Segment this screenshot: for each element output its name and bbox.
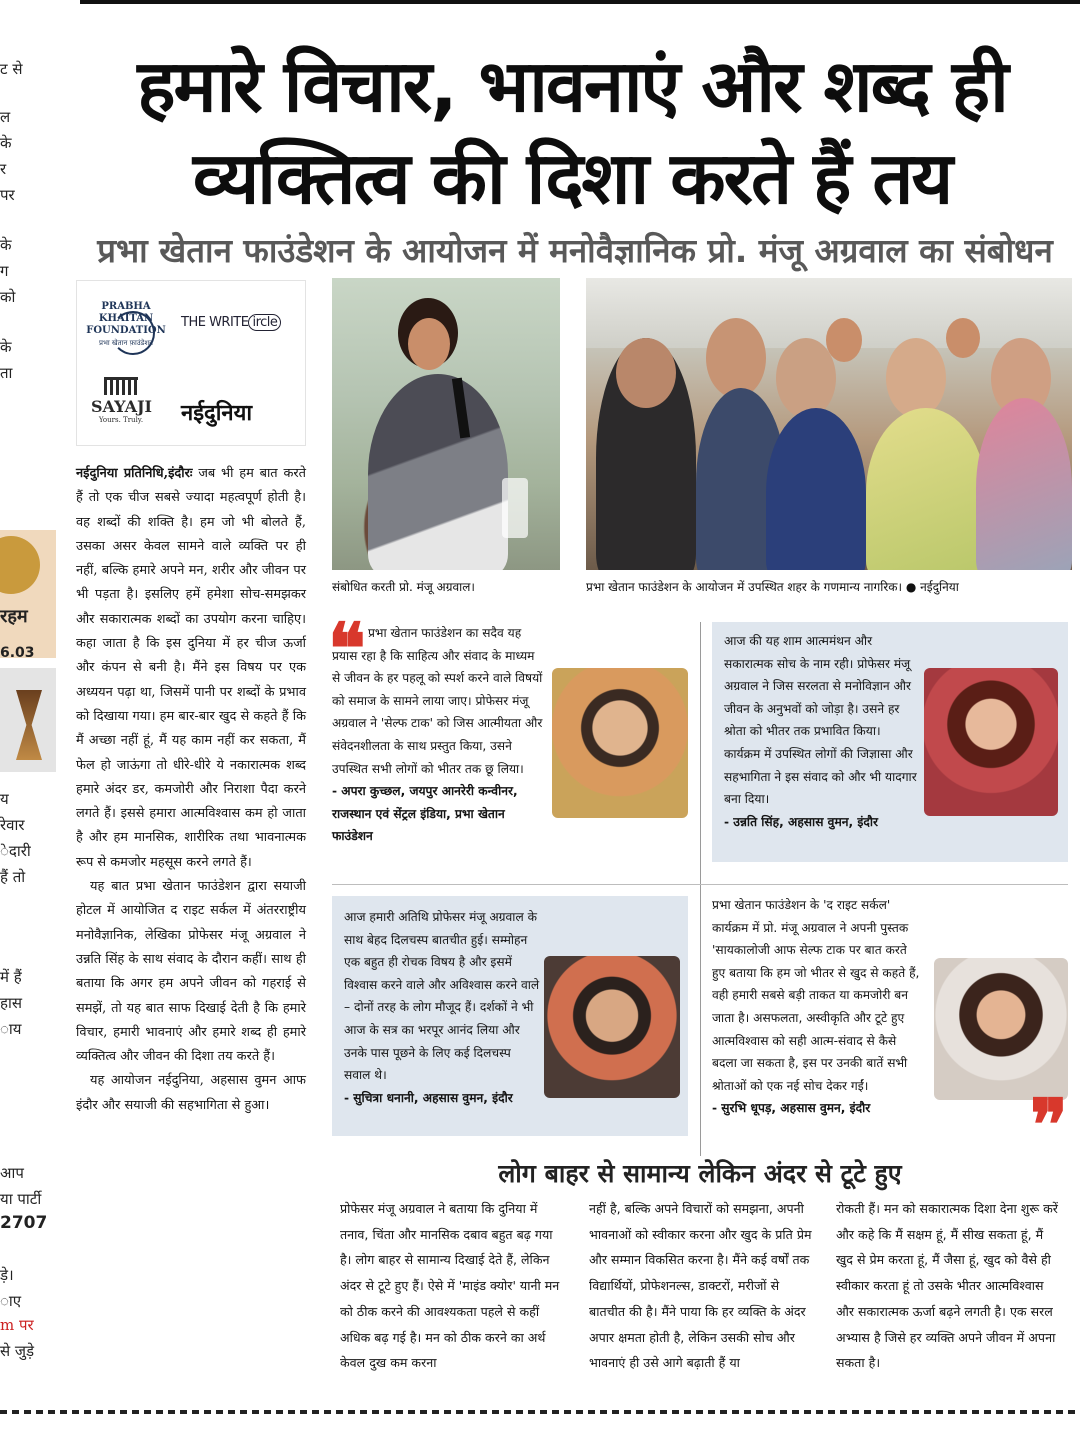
fragment: ाए xyxy=(0,1292,22,1310)
audience-photo xyxy=(586,278,1072,570)
quote-close-icon: ❞ xyxy=(1030,1083,1068,1166)
fragment: के xyxy=(0,134,12,152)
subsection-title: लोग बाहर से सामान्य लेकिन अंदर से टूटे हुए xyxy=(498,1159,902,1188)
sponsor-logos xyxy=(76,280,306,446)
audience-photo-caption: प्रभा खेतान फाउंडेशन के आयोजन में उपस्थित शहर के गणमान्य नागरिक। ● नईदुनिया xyxy=(586,580,959,594)
fragment: पर xyxy=(0,186,15,204)
quote-attribution: - अपरा कुच्छल, जयपुर आनरेरी कन्वीनर, राजस्थान एवं सेंट्रल इंडिया, प्रभा खेतान फाउंडेशन xyxy=(332,784,518,844)
fragment: से जुड़े xyxy=(0,1342,35,1360)
fragment: या पार्टी xyxy=(0,1190,42,1208)
quote-attribution: - सुरभि धूपड़, अहसास वुमन, इंदौर xyxy=(712,1101,871,1116)
fragment: m पर xyxy=(0,1316,34,1334)
quote-open-icon: ❝ xyxy=(328,607,366,690)
quote-surabhi: प्रभा खेतान फाउंडेशन के 'द राइट सर्कल' कार्यक्रम में प्रो. मंजू अग्रवाल ने अपनी पुस्तक 'सायकालोजी आफ सेल्फ टाक पर बात करते हुए बताया कि हम जो भीतर से खुद से कहते हैं, वही हमारी सबसे बड़ी ताकत या कमजोरी बन जाता है। असफलता, अस्वीकृति और टूटे हुए आत्मविश्वास को सही आत्म-संवाद से कैसे बदला जा सकता है, इस पर उनकी बातें सभी श्रोताओं को एक नई सोच देकर गईं। - सुरभि धूपड़, अहसास वुमन, इंदौर xyxy=(712,894,1068,1120)
fragment: ट से xyxy=(0,60,23,78)
fragment: य xyxy=(0,790,9,808)
subsection-column-3: रोकती हैं। मन को सकारात्मक दिशा देना शुरू करें और कहे कि मैं सक्षम हूं, मैं सीख सकता हूं, मैं खुद से प्रेम करता हूं, मैं जैसा हूं, खुद को वैसे ही स्वीकार करता हूं तो उसके भीतर आत्मविश्वास और सकारात्मक ऊर्जा बढ़ने लगती है। एक सरल अभ्यास है जिसे हर व्यक्ति अपने जीवन में अपना सकता है। xyxy=(836,1201,1058,1371)
quote-attribution: - सुचित्रा धनानी, अहसास वुमन, इंदौर xyxy=(344,1090,513,1105)
bottom-dashed-rule xyxy=(0,1410,1080,1414)
fragment: हैं तो xyxy=(0,868,26,886)
subsection-column-1: प्रोफेसर मंजू अग्रवाल ने बताया कि दुनिया में तनाव, चिंता और मानसिक दबाव बहुत बढ़ गया है। लोग बाहर से सामान्य दिखाई देते हैं, लेकिन अंदर से टूटे हुए हैं। ऐसे में 'माइंड क्योर' यानी मन को ठीक करने की आवश्यकता पहले से कहीं अधिक बढ़ गई है। मन को ठीक करने का अर्थ केवल दुख कम करना xyxy=(340,1201,560,1371)
the-write-circle-logo: THE WRITE ircle xyxy=(181,314,281,331)
naidunia-logo: नईदुनिया xyxy=(181,401,253,426)
fragment: ता xyxy=(0,364,13,382)
headline-line-2: व्यक्तित्व की दिशा करते हैं तय xyxy=(192,136,952,220)
fragment: ड़े। xyxy=(0,1266,14,1284)
fragment: में हैं xyxy=(0,968,22,986)
article-paragraph: नईदुनिया प्रतिनिधि,इंदौरः जब भी हम बात करते हैं तो एक चीज सबसे ज्यादा महत्वपूर्ण होती है। वह शब्दों की शक्ति है। हम जो भी बोलते हैं, उसका असर केवल सामने वाले व्यक्ति पर ही नहीं, बल्कि हमारे अपने मन, शरीर और जीवन पर भी पड़ता है। इसलिए हमें हमेशा सोच-समझकर और सकारात्मक शब्दों का उपयोग करना चाहिए। कहा जाता है कि इस दुनिया में हर चीज ऊर्जा और कंपन से बनी है। मैंने इस विषय पर एक अध्ययन पढ़ा था, जिसमें पानी पर शब्दों के प्रभाव को दिखाया गया। हम बार-बार खुद से कहते हैं कि मैं अच्छा नहीं हूं, मैं यह काम नहीं कर सकता, मैं फेल हो जाऊंगा तो धीरे-धीरे ये नकारात्मक शब्द हमारे अंदर डर, कमजोरी और निराशा पैदा करने लगते हैं। इससे हमारा आत्मविश्वास कम हो जाता है और हम मानसिक, शारीरिक तथा भावनात्मक रूप से कमजोर महसूस करने लगते हैं। xyxy=(76,466,306,870)
fragment: ेदारी xyxy=(0,842,31,860)
quote-unnati: आज की यह शाम आत्ममंथन और सकारात्मक सोच के नाम रही। प्रोफेसर मंजू अग्रवाल ने जिस सरलता से मनोविज्ञान और जीवन के अनुभवों को जोड़ा है। उसने हर श्रोता को भीतर तक प्रभावित किया। कार्यक्रम में उपस्थित लोगों की जिज्ञासा और सहभागिता ने इस संवाद को और भी यादगार बना दिया। - उन्नति सिंह, अहसास वुमन, इंदौर xyxy=(724,630,1062,833)
sayaji-logo: SAYAJI Yours. Truly. xyxy=(91,377,151,424)
prabha-khaitan-foundation-logo: PRABHA KHAITAN FOUNDATION प्रभा खेतान फ़ाउंडेशन xyxy=(83,301,169,361)
fragment: ाय xyxy=(0,1020,22,1038)
subheadline: प्रभा खेतान फाउंडेशन के आयोजन में मनोवैज्ञानिक प्रो. मंजू अग्रवाल का संबोधन xyxy=(97,231,1053,270)
fragment: र xyxy=(0,160,7,178)
column-divider xyxy=(700,622,701,1156)
fragment: हास xyxy=(0,994,22,1012)
headline-line-1: हमारे विचार, भावनाएं और शब्द ही xyxy=(137,44,1007,128)
top-rule xyxy=(80,0,1080,4)
article-paragraph: यह आयोजन नईदुनिया, अहसास वुमन आफ इंदौर और सयाजी की सहभागिता से हुआ। xyxy=(76,1073,306,1113)
dateline: नईदुनिया प्रतिनिधि,इंदौरः xyxy=(76,466,193,481)
fragment: ल xyxy=(0,108,11,126)
article-body xyxy=(76,462,306,1118)
fragment: रेवार xyxy=(0,816,25,834)
quote-suchitra: आज हमारी अतिथि प्रोफेसर मंजू अग्रवाल के साथ बेहद दिलचस्प बातचीत हुई। सम्मोहन एक बहुत ही रोचक विषय है और इसमें विश्वास करने वाले और अविश्वास करने वाले – दोनों तरह के लोग मौजूद हैं। दर्शकों ने भी आज के सत्र का भरपूर आनंद लिया और उनके पास पूछने के लिए कई दिलचस्प सवाल थे। - सुचित्रा धनानी, अहसास वुमन, इंदौर xyxy=(344,906,682,1109)
fragment: 2707 xyxy=(0,1213,48,1233)
fragment: आप xyxy=(0,1164,24,1182)
fragment: को xyxy=(0,288,16,306)
subsection-column-2: नहीं है, बल्कि अपने विचारों को समझना, अपनी भावनाओं को स्वीकार करना और खुद के प्रति प्रेम और सम्मान विकसित करना है। मैंने कई वर्षों तक विद्यार्थियों, प्रोफेशनल्स, डाक्टरों, मरीजों से बातचीत की है। मैंने पाया कि हर व्यक्ति के अंदर अपार क्षमता होती है, लेकिन उसकी सोच और भावनाएं ही उसे आगे बढ़ाती हैं या xyxy=(589,1201,812,1371)
speaker-photo xyxy=(332,278,560,570)
fragment: रहम xyxy=(0,606,28,627)
fragment: ग xyxy=(0,262,9,280)
row-divider xyxy=(332,884,1068,885)
quote-attribution: - उन्नति सिंह, अहसास वुमन, इंदौर xyxy=(724,814,878,829)
article-paragraph: यह बात प्रभा खेतान फाउंडेशन द्वारा सयाजी होटल में आयोजित द राइट सर्कल में अंतरराष्ट्रीय मनोवैज्ञानिक, लेखिका प्रोफेसर मंजू अग्रवाल ने उन्नति सिंह के साथ संवाद के दौरान कहीं। साथ ही बताया कि अगर हम अपने जीवन को गहराई से समझें, तो यह बात साफ दिखाई देती है कि हमारे विचार, हमारी भावनाएं और हमारे शब्द ही हमारे व्यक्तित्व और जीवन की दिशा तय करते हैं। xyxy=(76,879,306,1065)
fragment: के xyxy=(0,338,12,356)
adjacent-column-fragment xyxy=(0,0,56,1429)
fragment: 6.03 xyxy=(0,645,35,661)
fragment: के xyxy=(0,236,12,254)
speaker-photo-caption: संबोधित करती प्रो. मंजू अग्रवाल। xyxy=(332,580,475,594)
quote-apara: प्रभा खेतान फाउंडेशन का सदैव यह प्रयास रहा है कि साहित्य और संवाद के माध्यम से जीवन के हर पहलू को स्पर्श करने वाले विषयों को समाज के सामने लाया जाए। प्रोफेसर मंजू अग्रवाल ने 'सेल्फ टाक' को जिस आत्मीयता और संवेदनशीलता के साथ प्रस्तुत किया, उसने उपस्थित सभी लोगों को भीतर तक छू लिया। - अपरा कुच्छल, जयपुर आनरेरी कन्वीनर, राजस्थान एवं सेंट्रल इंडिया, प्रभा खेतान फाउंडेशन xyxy=(332,622,688,848)
